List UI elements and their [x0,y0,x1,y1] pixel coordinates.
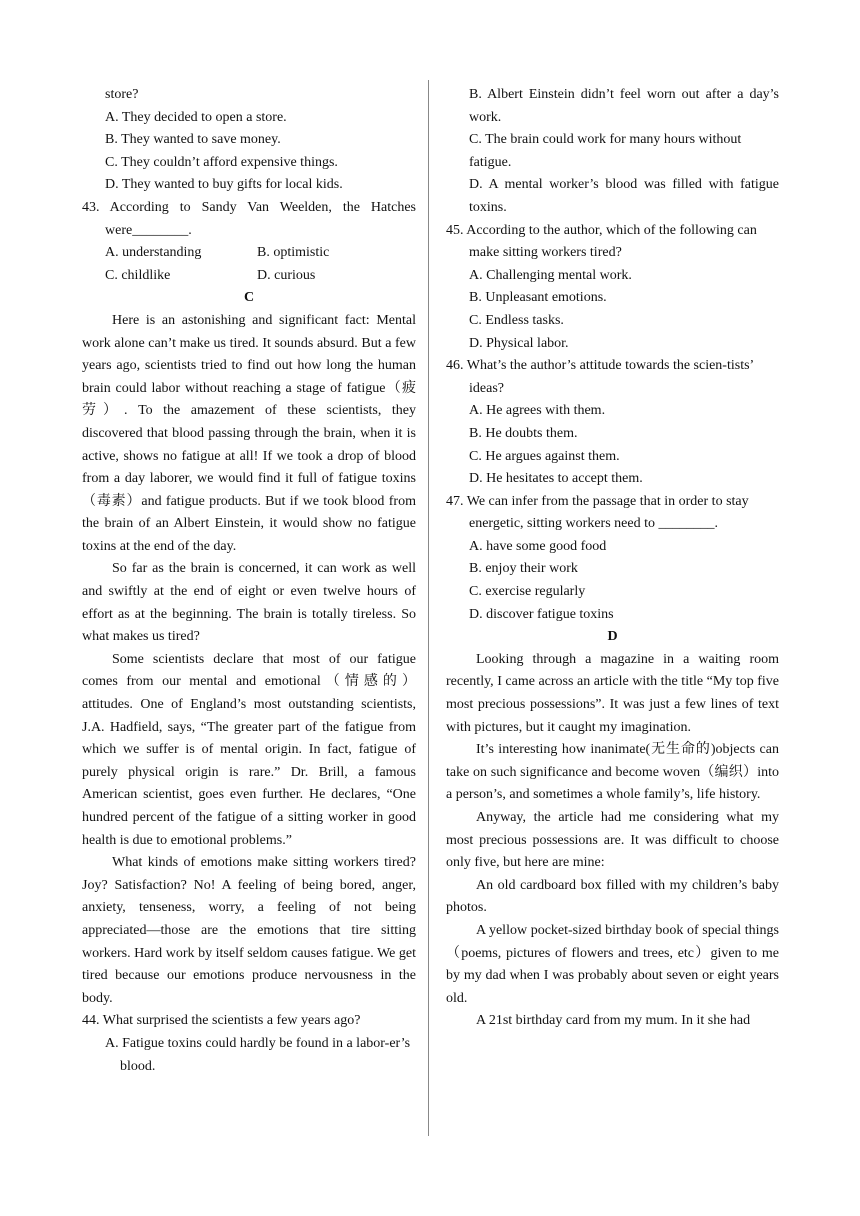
section-d-heading: D [607,629,618,645]
q43-options-row-1 [82,242,416,265]
q42-stem-tail: store? [105,87,139,102]
q47-option-a: A. have some good food [469,538,607,554]
q46-stem: 46. What’s the author’s attitude towards the scien-tists’ ideas? [446,358,754,396]
q47-option-d: D. discover fatigue toxins [469,606,614,622]
q44-option-c: C. The brain could work for many hours without fatigue. [469,132,742,170]
q44-stem: 44. What surprised the scientists a few years ago? [82,1013,361,1029]
q44-option-d: D. A mental worker’s blood was filled with fatigue toxins. [469,177,779,215]
q43-option-c: C. childlike [105,267,171,283]
q44-option-b: B. Albert Einstein didn’t feel worn out after a day’s work. [469,87,779,125]
q42-option-a: A. They decided to open a store. [105,109,287,125]
q42-option-b: B. They wanted to save money. [105,132,281,148]
q45-option-a: A. Challenging mental work. [469,267,632,283]
right-column [446,84,779,1033]
left-column [82,84,416,1078]
q42-option-d: D. They wanted to buy gifts for local kids. [105,177,343,193]
q47-option-c: C. exercise regularly [469,584,586,600]
passage-d-paragraph-5: A yellow pocket-sized birthday book of special things（poems, pictures of flowers and trees, etc）given to me by my dad when I was probably about seven or eight years old. [446,922,779,1006]
q45-option-c: C. Endless tasks. [469,312,564,328]
passage-c-paragraph-2: So far as the brain is concerned, it can work as well and swiftly at the end of eight or even twelve hours of effort as at the beginning. The brain is totally tireless. So what makes us tired? [82,561,416,645]
q44-option-a: A. Fatigue toxins could hardly be found in a labor-er’s blood. [105,1035,411,1074]
q43-stem: 43. According to Sandy Van Weelden, the Hatches were________. [82,199,416,238]
q45-stem: 45. According to the author, which of the following can make sitting workers tired? [446,222,757,261]
section-c-heading: C [243,290,255,306]
q45-option-b: B. Unpleasant emotions. [469,290,607,306]
passage-d-paragraph-2: It’s interesting how inanimate(无生命的)objects can take on such significance and become woven（编织）into a person’s, and sometimes a whole family’s, life history. [446,742,779,803]
q47-option-b: B. enjoy their work [469,561,578,577]
q43-option-a: A. understanding [105,245,202,261]
q46-option-d: D. He hesitates to accept them. [469,471,643,487]
passage-d-paragraph-4: An old cardboard box filled with my children’s baby photos. [446,877,779,916]
passage-c-paragraph-4: What kinds of emotions make sitting workers tired? Joy? Satisfaction? No! A feeling of being bored, anger, anxiety, tenseness, worry, a feeling of not being appreciated—those are the emotions that tire sitting workers. Hard work by itself seldom causes fatigue. We get tired because our emotions produce nervousness in the body. [82,855,416,1006]
q43-options-row-2 [82,265,416,288]
q42-option-c: C. They couldn’t afford expensive things. [105,154,338,170]
q46-option-a: A. He agrees with them. [469,403,606,419]
passage-d-paragraph-6: A 21st birthday card from my mum. In it she had [476,1013,751,1029]
q43-option-b: B. optimistic [257,245,330,261]
passage-c-paragraph-3: Some scientists declare that most of our fatigue comes from our mental and emotional（情感的）attitudes. One of England’s most outstanding scientists, J.A. Hadfield, says, “The greater part of the fatigue from which we suffer is of mental origin. In fact, fatigue of purely physical origin is rare.” Dr. Brill, a famous American scientist, goes even further. He declares, “One hundred percent of the fatigue of a sitting worker in good health is due to emotional problems.” [82,651,416,848]
q45-option-d: D. Physical labor. [469,335,569,351]
passage-d-paragraph-1: Looking through a magazine in a waiting room recently, I came across an article with the title “My top five most precious possessions”. It was just a few lines of text with pictures, but it caught my imagination. [446,651,779,735]
q43-option-d: D. curious [257,267,316,283]
q46-option-b: B. He doubts them. [469,425,578,441]
passage-c-paragraph-1: Here is an astonishing and significant fact: Mental work alone can’t make us tired. It sounds absurd. But a few years ago, scientists tried to find out how long the human brain could labor without reaching a stage of fatigue（疲劳）. To the amazement of these scientists, they discovered that blood passing through the brain, when it is active, shows no fatigue at all! If we took a drop of blood from a day laborer, we would find it full of fatigue toxins（毒素）and fatigue products. But if we took blood from the brain of an Albert Einstein, it would show no fatigue toxins at the end of the day. [82,312,416,554]
q47-stem: 47. We can infer from the passage that in order to stay energetic, sitting workers need to ________. [446,493,749,532]
column-divider [428,80,429,1136]
passage-d-paragraph-3: Anyway, the article had me considering what my most precious possessions are. It was difficult to choose only five, but here are mine: [446,810,779,871]
q46-option-c: C. He argues against them. [469,448,620,464]
